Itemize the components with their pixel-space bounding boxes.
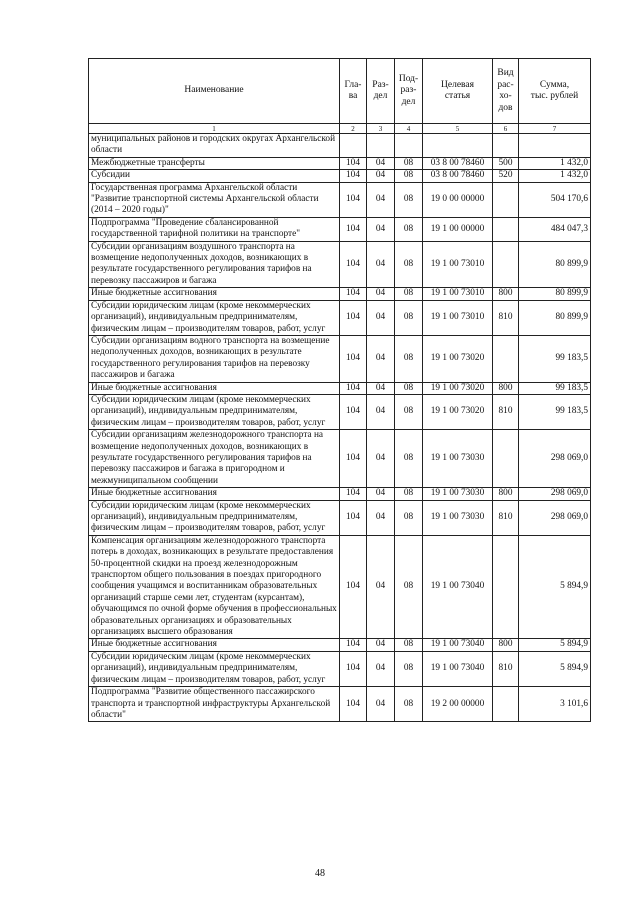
- column-index: 3: [367, 124, 395, 134]
- row-target-item-cell: 19 1 00 73040: [423, 535, 493, 639]
- row-name-cell: Субсидии: [89, 170, 340, 182]
- row-target-item-cell: [423, 134, 493, 158]
- row-glava-cell: 104: [340, 500, 367, 535]
- row-glava-cell: 104: [340, 335, 367, 382]
- row-podrazdel-cell: 08: [395, 488, 423, 500]
- header-razdel: Раз- дел: [367, 59, 395, 124]
- row-sum-cell: 298 069,0: [519, 500, 591, 535]
- row-sum-cell: 504 170,6: [519, 182, 591, 217]
- row-glava-cell: 104: [340, 687, 367, 722]
- row-razdel-cell: 04: [367, 535, 395, 639]
- row-target-item-cell: 19 1 00 73010: [423, 241, 493, 288]
- row-podrazdel-cell: 08: [395, 335, 423, 382]
- column-index-row: [89, 124, 591, 134]
- table-row: [89, 687, 591, 722]
- row-expense-type-cell: 810: [493, 500, 519, 535]
- row-expense-type-cell: [493, 134, 519, 158]
- row-razdel-cell: 04: [367, 687, 395, 722]
- row-sum-cell: 5 894,9: [519, 535, 591, 639]
- header-expense-type: Вид рас- хо- дов: [493, 59, 519, 124]
- row-podrazdel-cell: 08: [395, 288, 423, 300]
- row-razdel-cell: 04: [367, 170, 395, 182]
- row-sum-cell: 298 069,0: [519, 488, 591, 500]
- table-row: [89, 488, 591, 500]
- row-podrazdel-cell: 08: [395, 182, 423, 217]
- column-index: 4: [395, 124, 423, 134]
- row-target-item-cell: 03 8 00 78460: [423, 170, 493, 182]
- row-target-item-cell: 19 1 00 73030: [423, 430, 493, 488]
- row-target-item-cell: 19 1 00 73040: [423, 639, 493, 651]
- row-name-cell: муниципальных районов и городских округах Архангельской области: [89, 134, 340, 158]
- row-name-cell: Компенсация организациям железнодорожного транспорта потерь в доходах, возникающих в результате предоставления 50-процентной скидки на проезд железнодорожным транспортом общего пользования в поездах пригородного сообщения учащимся и воспитанникам образовательных организаций старше семи лет, студентам (курсантам), обучающимся по очной форме обучения в профессиональных образовательных организациях и образовательных организациях высшего образования: [89, 535, 340, 639]
- row-name-cell: Субсидии юридическим лицам (кроме некоммерческих организаций), индивидуальным предпринимателям, физическим лицам – производителям товаров, работ, услуг: [89, 394, 340, 429]
- table-row: [89, 170, 591, 182]
- row-sum-cell: 80 899,9: [519, 241, 591, 288]
- row-name-cell: Субсидии юридическим лицам (кроме некоммерческих организаций), индивидуальным предпринимателям, физическим лицам – производителям товаров, работ, услуг: [89, 500, 340, 535]
- row-sum-cell: 99 183,5: [519, 335, 591, 382]
- row-name-cell: Субсидии организациям воздушного транспорта на возмещение недополученных доходов, возникающих в результате государственного регулирования тарифов на перевозку пассажиров и багажа: [89, 241, 340, 288]
- row-target-item-cell: 19 1 00 73040: [423, 651, 493, 686]
- row-glava-cell: 104: [340, 182, 367, 217]
- table-row: [89, 157, 591, 169]
- row-target-item-cell: 19 1 00 73010: [423, 288, 493, 300]
- row-name-cell: Подпрограмма "Проведение сбалансированной государственной тарифной политики на транспорте": [89, 217, 340, 241]
- row-sum-cell: 3 101,6: [519, 687, 591, 722]
- row-razdel-cell: 04: [367, 639, 395, 651]
- row-name-cell: Подпрограмма "Развитие общественного пассажирского транспорта и транспортной инфраструктуры Архангельской области": [89, 687, 340, 722]
- row-glava-cell: 104: [340, 488, 367, 500]
- row-podrazdel-cell: 08: [395, 241, 423, 288]
- row-target-item-cell: 19 0 00 00000: [423, 182, 493, 217]
- row-glava-cell: [340, 134, 367, 158]
- table-header-row: [89, 59, 591, 124]
- column-index: 1: [89, 124, 340, 134]
- column-index: 7: [519, 124, 591, 134]
- row-glava-cell: 104: [340, 535, 367, 639]
- row-razdel-cell: 04: [367, 651, 395, 686]
- row-expense-type-cell: 800: [493, 382, 519, 394]
- row-sum-cell: 1 432,0: [519, 170, 591, 182]
- row-glava-cell: 104: [340, 639, 367, 651]
- row-sum-cell: 99 183,5: [519, 382, 591, 394]
- row-glava-cell: 104: [340, 300, 367, 335]
- table-row: [89, 335, 591, 382]
- row-razdel-cell: 04: [367, 300, 395, 335]
- budget-table: [88, 58, 591, 722]
- row-glava-cell: 104: [340, 170, 367, 182]
- row-razdel-cell: 04: [367, 500, 395, 535]
- table-row: [89, 288, 591, 300]
- row-razdel-cell: 04: [367, 430, 395, 488]
- row-glava-cell: 104: [340, 288, 367, 300]
- row-target-item-cell: 19 1 00 73010: [423, 300, 493, 335]
- row-razdel-cell: 04: [367, 157, 395, 169]
- table-row: [89, 651, 591, 686]
- header-target-item: Целевая статья: [423, 59, 493, 124]
- row-target-item-cell: 19 1 00 73020: [423, 382, 493, 394]
- row-razdel-cell: 04: [367, 335, 395, 382]
- row-sum-cell: 1 432,0: [519, 157, 591, 169]
- row-name-cell: Государственная программа Архангельской области "Развитие транспортной системы Архангельской области (2014 – 2020 годы)": [89, 182, 340, 217]
- row-expense-type-cell: [493, 335, 519, 382]
- row-razdel-cell: 04: [367, 382, 395, 394]
- row-target-item-cell: 19 1 00 73020: [423, 394, 493, 429]
- column-index: 6: [493, 124, 519, 134]
- row-podrazdel-cell: 08: [395, 430, 423, 488]
- row-glava-cell: 104: [340, 157, 367, 169]
- row-name-cell: Субсидии юридическим лицам (кроме некоммерческих организаций), индивидуальным предпринимателям, физическим лицам – производителям товаров, работ, услуг: [89, 300, 340, 335]
- column-index: 5: [423, 124, 493, 134]
- table-row: [89, 217, 591, 241]
- table-row: [89, 241, 591, 288]
- table-body: [89, 134, 591, 722]
- row-razdel-cell: 04: [367, 217, 395, 241]
- row-expense-type-cell: 810: [493, 651, 519, 686]
- row-razdel-cell: 04: [367, 488, 395, 500]
- row-podrazdel-cell: 08: [395, 170, 423, 182]
- row-glava-cell: 104: [340, 394, 367, 429]
- row-podrazdel-cell: 08: [395, 157, 423, 169]
- header-sum: Сумма, тыс. рублей: [519, 59, 591, 124]
- row-sum-cell: [519, 134, 591, 158]
- row-glava-cell: 104: [340, 430, 367, 488]
- row-glava-cell: 104: [340, 382, 367, 394]
- row-podrazdel-cell: 08: [395, 217, 423, 241]
- row-target-item-cell: 19 2 00 00000: [423, 687, 493, 722]
- row-name-cell: Иные бюджетные ассигнования: [89, 382, 340, 394]
- row-name-cell: Иные бюджетные ассигнования: [89, 288, 340, 300]
- header-glava: Гла- ва: [340, 59, 367, 124]
- table-row: [89, 639, 591, 651]
- table-row: [89, 134, 591, 158]
- column-index: 2: [340, 124, 367, 134]
- row-target-item-cell: 19 1 00 00000: [423, 217, 493, 241]
- row-target-item-cell: 03 8 00 78460: [423, 157, 493, 169]
- row-expense-type-cell: 500: [493, 157, 519, 169]
- table-row: [89, 500, 591, 535]
- row-razdel-cell: 04: [367, 394, 395, 429]
- row-sum-cell: 80 899,9: [519, 300, 591, 335]
- row-target-item-cell: 19 1 00 73020: [423, 335, 493, 382]
- row-podrazdel-cell: 08: [395, 300, 423, 335]
- row-expense-type-cell: [493, 535, 519, 639]
- row-razdel-cell: 04: [367, 182, 395, 217]
- row-podrazdel-cell: 08: [395, 535, 423, 639]
- table-row: [89, 430, 591, 488]
- row-sum-cell: 80 899,9: [519, 288, 591, 300]
- row-expense-type-cell: 520: [493, 170, 519, 182]
- row-sum-cell: 99 183,5: [519, 394, 591, 429]
- row-expense-type-cell: 800: [493, 639, 519, 651]
- row-podrazdel-cell: 08: [395, 651, 423, 686]
- row-razdel-cell: 04: [367, 288, 395, 300]
- row-name-cell: Иные бюджетные ассигнования: [89, 639, 340, 651]
- page-number: 48: [315, 868, 325, 879]
- row-name-cell: Межбюджетные трансферты: [89, 157, 340, 169]
- row-expense-type-cell: 810: [493, 394, 519, 429]
- row-glava-cell: 104: [340, 217, 367, 241]
- row-podrazdel-cell: 08: [395, 639, 423, 651]
- header-name: Наименование: [89, 59, 340, 124]
- row-razdel-cell: [367, 134, 395, 158]
- row-target-item-cell: 19 1 00 73030: [423, 500, 493, 535]
- row-expense-type-cell: [493, 687, 519, 722]
- row-podrazdel-cell: 08: [395, 382, 423, 394]
- row-podrazdel-cell: [395, 134, 423, 158]
- row-name-cell: Субсидии организациям железнодорожного транспорта на возмещение недополученных доходов, возникающих в результате государственного регулирования тарифов на перевозку пассажиров и багажа в пригородном и межмуниципальном сообщении: [89, 430, 340, 488]
- row-glava-cell: 104: [340, 241, 367, 288]
- table-row: [89, 382, 591, 394]
- row-name-cell: Иные бюджетные ассигнования: [89, 488, 340, 500]
- table-row: [89, 300, 591, 335]
- row-podrazdel-cell: 08: [395, 394, 423, 429]
- row-podrazdel-cell: 08: [395, 687, 423, 722]
- row-razdel-cell: 04: [367, 241, 395, 288]
- row-glava-cell: 104: [340, 651, 367, 686]
- table-row: [89, 182, 591, 217]
- row-sum-cell: 298 069,0: [519, 430, 591, 488]
- row-target-item-cell: 19 1 00 73030: [423, 488, 493, 500]
- row-name-cell: Субсидии организациям водного транспорта на возмещение недополученных доходов, возникающих в результате государственного регулирования тарифов на перевозку пассажиров и багажа: [89, 335, 340, 382]
- row-expense-type-cell: [493, 430, 519, 488]
- row-expense-type-cell: 800: [493, 288, 519, 300]
- header-podrazdel: Под- раз- дел: [395, 59, 423, 124]
- row-expense-type-cell: [493, 241, 519, 288]
- row-sum-cell: 5 894,9: [519, 651, 591, 686]
- row-expense-type-cell: 800: [493, 488, 519, 500]
- row-expense-type-cell: 810: [493, 300, 519, 335]
- row-expense-type-cell: [493, 217, 519, 241]
- row-sum-cell: 5 894,9: [519, 639, 591, 651]
- table-row: [89, 535, 591, 639]
- table-row: [89, 394, 591, 429]
- row-podrazdel-cell: 08: [395, 500, 423, 535]
- row-name-cell: Субсидии юридическим лицам (кроме некоммерческих организаций), индивидуальным предпринимателям, физическим лицам – производителям товаров, работ, услуг: [89, 651, 340, 686]
- row-sum-cell: 484 047,3: [519, 217, 591, 241]
- row-expense-type-cell: [493, 182, 519, 217]
